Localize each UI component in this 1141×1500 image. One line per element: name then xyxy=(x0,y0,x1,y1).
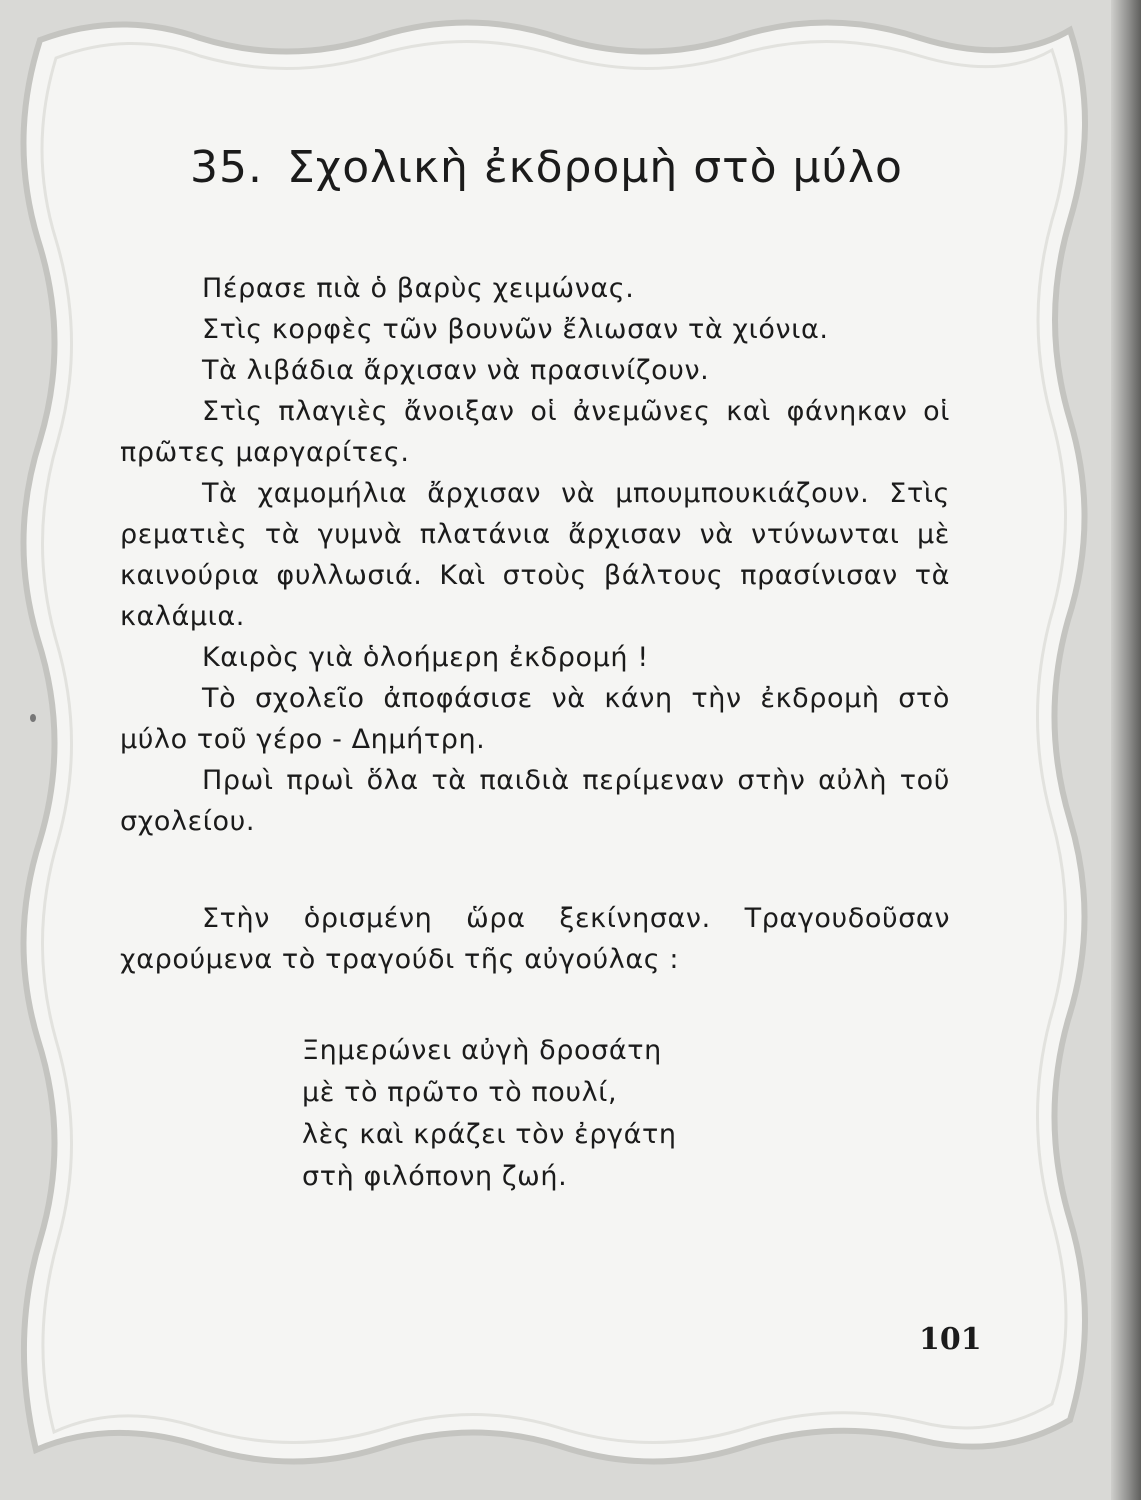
verse-line: μὲ τὸ πρῶτο τὸ πουλί, xyxy=(302,1077,618,1108)
chapter-heading xyxy=(190,142,903,193)
paragraph: Στὶς πλαγιὲς ἄνοιξαν οἱ ἀνεμῶνες καὶ φάνηκαν οἱ πρῶτες μαργαρίτες. xyxy=(120,396,950,468)
paragraph: Τὸ σχολεῖο ἀποφάσισε νὰ κάνη τὴν ἐκδρομὴ στὸ μύλο τοῦ γέρο - Δημήτρη. xyxy=(120,683,950,755)
page-number: 101 xyxy=(919,1322,982,1357)
paragraph: Πέρασε πιὰ ὁ βαρὺς χειμώνας. xyxy=(202,273,635,304)
paragraph: Τὰ λιβάδια ἄρχισαν νὰ πρασινίζουν. xyxy=(202,355,710,386)
paragraph: Στὴν ὁρισμένη ὥρα ξεκίνησαν. Τραγουδοῦσαν χαρούμενα τὸ τραγούδι τῆς αὐγούλας : xyxy=(120,903,950,975)
chapter-title: Σχολικὴ ἐκδρομὴ στὸ μύλο xyxy=(286,142,903,193)
paragraph: Στὶς κορφὲς τῶν βουνῶν ἔλιωσαν τὰ χιόνια. xyxy=(202,314,829,345)
story-text xyxy=(120,268,950,980)
paragraph: Καιρὸς γιὰ ὁλοήμερη ἐκδρομή ! xyxy=(202,642,649,673)
song-verse xyxy=(302,1030,677,1198)
paragraph: Τὰ χαμομήλια ἄρχισαν νὰ μπουμπουκιάζουν. Στὶς ρεματιὲς τὰ γυμνὰ πλατάνια ἄρχισαν νὰ ντύνωνται μὲ καινούρια φυλλωσιά. Καὶ στοὺς βάλτους πρασίνισαν τὰ καλάμια. xyxy=(120,478,950,632)
chapter-number: 35. xyxy=(190,142,263,193)
paragraph: Πρωὶ πρωὶ ὅλα τὰ παιδιὰ περίμεναν στὴν αὐλὴ τοῦ σχολείου. xyxy=(120,765,950,837)
verse-line: Ξημερώνει αὐγὴ δροσάτη xyxy=(302,1035,662,1066)
verse-line: λὲς καὶ κράζει τὸν ἐργάτη xyxy=(302,1119,677,1150)
verse-line: στὴ φιλόπονη ζωή. xyxy=(302,1161,568,1192)
